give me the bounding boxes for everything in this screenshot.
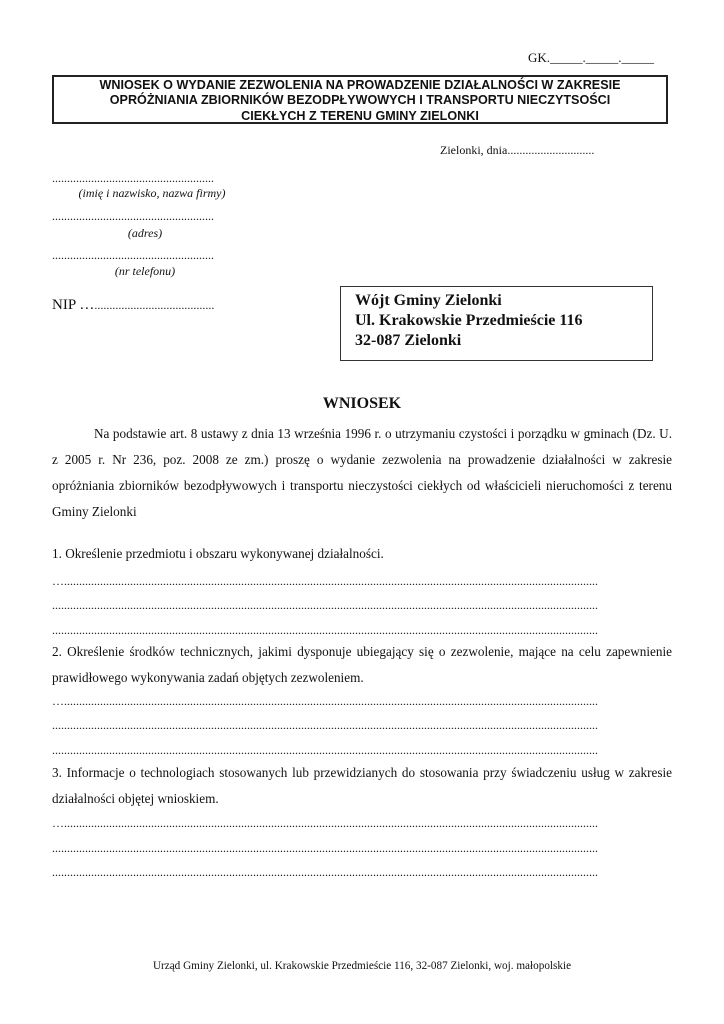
phone-caption: (nr telefonu)	[114, 264, 176, 278]
section-1-line-1[interactable]: …..................................................................................................................................................................................	[52, 574, 598, 588]
recipient-box	[340, 286, 653, 361]
form-heading: WNIOSEK	[322, 395, 402, 412]
name-caption: (imię i nazwisko, nazwa firmy)	[78, 186, 226, 200]
section-1-line-3[interactable]: ......................................................................................................................................................................................	[52, 623, 598, 637]
footer-address: Urząd Gminy Zielonki, ul. Krakowskie Przedmieście 116, 32-087 Zielonki, woj. małopolskie	[152, 960, 572, 972]
recipient-line-2: Ul. Krakowskie Przedmieście 116	[355, 312, 583, 329]
nip-field[interactable]: ........................................	[94, 298, 215, 312]
document-title	[52, 75, 668, 124]
phone-field[interactable]: ......................................................	[52, 248, 214, 262]
reference-number: GK._____._____._____	[528, 50, 655, 65]
title-line-3: CIEKŁYCH Z TERENU GMINY ZIELONKI	[241, 108, 479, 123]
section-1-text: 1. Określenie przedmiotu i obszaru wykonywanej działalności.	[52, 546, 384, 561]
section-3-line-3[interactable]: ......................................................................................................................................................................................	[52, 865, 598, 879]
section-1-line-2[interactable]: ......................................................................................................................................................................................	[52, 598, 598, 612]
section-2-line-1[interactable]: …..................................................................................................................................................................................	[52, 694, 598, 708]
title-line-2: OPRÓŻNIANIA ZBIORNIKÓW BEZODPŁYWOWYCH I TRANSPORTU NIECZYTSOŚCI	[109, 93, 611, 108]
name-field[interactable]: ......................................................	[52, 171, 214, 185]
title-line-1: WNIOSEK O WYDANIE ZEZWOLENIA NA PROWADZENIE DZIAŁALNOŚCI W ZAKRESIE	[99, 78, 621, 92]
intro-paragraph: Na podstawie art. 8 ustawy z dnia 13 września 1996 r. o utrzymaniu czystości i porządku w gminach (Dz. U. z 2005 r. Nr 236, poz. 2008 ze zm.) proszę o wydanie zezwolenia na prowadzenie działalności w zakresie opróżniania zbiorników bezodpływowych i transportu nieczystości ciekłych od właścicieli nieruchomości z terenu Gminy Zielonki	[52, 426, 672, 519]
section-3-line-2[interactable]: ......................................................................................................................................................................................	[52, 841, 598, 855]
section-3-line-1[interactable]: …..................................................................................................................................................................................	[52, 816, 598, 830]
recipient-line-1: Wójt Gminy Zielonki	[355, 292, 502, 309]
section-2-line-3[interactable]: ......................................................................................................................................................................................	[52, 743, 598, 757]
date-field[interactable]: Zielonki, dnia.............................	[440, 143, 595, 157]
address-field[interactable]: ......................................................	[52, 209, 214, 223]
section-2-line-2[interactable]: ......................................................................................................................................................................................	[52, 718, 598, 732]
section-2-text: 2. Określenie środków technicznych, jakimi dysponuje ubiegający się o zezwolenie, mające na celu zapewnienie prawidłowego wykonywania zadań objętych zezwoleniem.	[52, 644, 672, 685]
nip-label: NIP …	[52, 297, 95, 313]
recipient-line-3: 32-087 Zielonki	[355, 332, 462, 349]
nip-row	[52, 297, 214, 314]
address-caption: (adres)	[127, 226, 163, 240]
section-3-text: 3. Informacje o technologiach stosowanych lub przewidzianych do stosowania przy świadczeniu usług w zakresie działalności objętej wnioskiem.	[52, 765, 672, 806]
